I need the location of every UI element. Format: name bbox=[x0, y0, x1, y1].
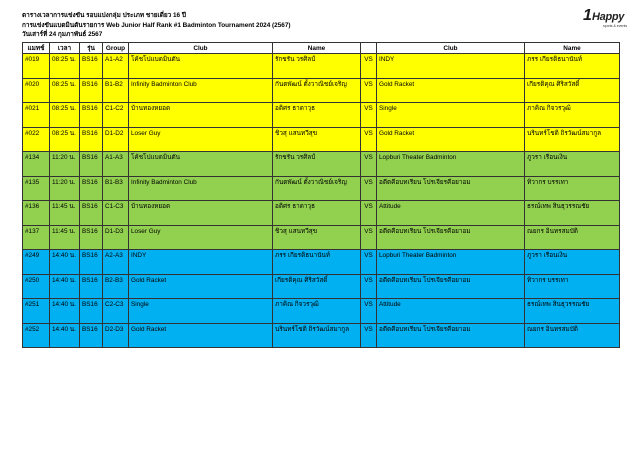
club-b-cell: Single bbox=[377, 103, 525, 128]
age-cell: BS16 bbox=[80, 323, 103, 348]
player-a-cell: อติศร ธาดาวุธ bbox=[273, 201, 361, 226]
player-a-cell: ภาคิณ กิจวรวุฒิ bbox=[273, 299, 361, 324]
club-b-cell: อตีตคือบทเรียน โปรเจียรคือยาอม bbox=[377, 323, 525, 348]
time-cell: 11:45 น. bbox=[50, 201, 80, 226]
age-cell: BS16 bbox=[80, 78, 103, 103]
player-a-cell: รักชรัน วรศิลป์ bbox=[273, 54, 361, 79]
col-club-b: Club bbox=[377, 43, 525, 54]
table-row bbox=[23, 54, 620, 79]
col-vs bbox=[361, 43, 377, 54]
vs-label: VS bbox=[361, 201, 377, 226]
club-b-cell: อตีตคือบทเรียน โปรเจียรคือยาอม bbox=[377, 274, 525, 299]
match-cell: #134 bbox=[23, 152, 50, 177]
player-b-cell: ทิวากร บรรเทา bbox=[525, 176, 620, 201]
player-b-cell: ภูวรา เรือนเงิน bbox=[525, 250, 620, 275]
table-row bbox=[23, 103, 620, 128]
group-cell: D1-D2 bbox=[103, 127, 129, 152]
match-cell: #135 bbox=[23, 176, 50, 201]
player-a-cell: เกียรติคุณ ศิริสวัสดิ์ bbox=[273, 274, 361, 299]
club-a-cell: โค้ชโปแบดมินตัน bbox=[129, 152, 273, 177]
age-cell: BS16 bbox=[80, 103, 103, 128]
time-cell: 14:40 น. bbox=[50, 299, 80, 324]
club-b-cell: อตีตคือบทเรียน โปรเจียรคือยาอม bbox=[377, 225, 525, 250]
group-cell: C2-C3 bbox=[103, 299, 129, 324]
group-cell: B1-B2 bbox=[103, 78, 129, 103]
player-b-cell: นรินทร์โชติ ถิรวัฒน์สมากูล bbox=[525, 127, 620, 152]
logo-word: Happy bbox=[592, 11, 625, 23]
club-a-cell: บ้านทองหยอด bbox=[129, 201, 273, 226]
player-a-cell: กันตพัฒน์ ตั้งวาณิชย์เจริญ bbox=[273, 78, 361, 103]
vs-label: VS bbox=[361, 250, 377, 275]
group-cell: D1-D3 bbox=[103, 225, 129, 250]
player-a-cell: ชิวสุ แสนทวีสุข bbox=[273, 225, 361, 250]
club-a-cell: Infinity Badminton Club bbox=[129, 176, 273, 201]
age-cell: BS16 bbox=[80, 54, 103, 79]
col-match: แมทช์ bbox=[23, 43, 50, 54]
player-a-cell: รักชรัน วรศิลป์ bbox=[273, 152, 361, 177]
vs-label: VS bbox=[361, 274, 377, 299]
club-a-cell: Infinity Badminton Club bbox=[129, 78, 273, 103]
age-cell: BS16 bbox=[80, 274, 103, 299]
match-cell: #022 bbox=[23, 127, 50, 152]
player-b-cell: เกียรติคุณ ศิริสวัสดิ์ bbox=[525, 78, 620, 103]
vs-label: VS bbox=[361, 176, 377, 201]
vs-label: VS bbox=[361, 225, 377, 250]
age-cell: BS16 bbox=[80, 127, 103, 152]
player-b-cell: ภรร เกียรติธนานันท์ bbox=[525, 54, 620, 79]
table-row bbox=[23, 201, 620, 226]
time-cell: 08:25 น. bbox=[50, 54, 80, 79]
club-b-cell: INDY bbox=[377, 54, 525, 79]
player-b-cell: ภาคิณ กิจวรวุฒิ bbox=[525, 103, 620, 128]
time-cell: 14:40 น. bbox=[50, 274, 80, 299]
table-row bbox=[23, 299, 620, 324]
match-cell: #020 bbox=[23, 78, 50, 103]
time-cell: 14:40 น. bbox=[50, 323, 80, 348]
vs-label: VS bbox=[361, 127, 377, 152]
col-name-b: Name bbox=[525, 43, 620, 54]
table-row bbox=[23, 78, 620, 103]
col-time: เวลา bbox=[50, 43, 80, 54]
club-a-cell: Loser Guy bbox=[129, 225, 273, 250]
match-cell: #019 bbox=[23, 54, 50, 79]
club-b-cell: Attitude bbox=[377, 299, 525, 324]
match-cell: #137 bbox=[23, 225, 50, 250]
player-b-cell: ภูวรา เรือนเงิน bbox=[525, 152, 620, 177]
event-date: วันเสาร์ที่ 24 กุมภาพันธ์ 2567 bbox=[22, 31, 103, 38]
vs-label: VS bbox=[361, 103, 377, 128]
time-cell: 14:40 น. bbox=[50, 250, 80, 275]
group-cell: D2-D3 bbox=[103, 323, 129, 348]
match-cell: #250 bbox=[23, 274, 50, 299]
group-cell: A1-A2 bbox=[103, 54, 129, 79]
match-cell: #251 bbox=[23, 299, 50, 324]
col-age: รุ่น bbox=[80, 43, 103, 54]
vs-label: VS bbox=[361, 299, 377, 324]
vs-label: VS bbox=[361, 323, 377, 348]
time-cell: 11:45 น. bbox=[50, 225, 80, 250]
player-a-cell: อติศร ธาดาวุธ bbox=[273, 103, 361, 128]
time-cell: 08:25 น. bbox=[50, 78, 80, 103]
col-group: Group bbox=[103, 43, 129, 54]
match-cell: #136 bbox=[23, 201, 50, 226]
group-cell: B1-B3 bbox=[103, 176, 129, 201]
happy-logo bbox=[583, 7, 633, 33]
table-row bbox=[23, 323, 620, 348]
table-row bbox=[23, 274, 620, 299]
col-club-a: Club bbox=[129, 43, 273, 54]
logo-mark: 1 bbox=[583, 7, 592, 24]
player-b-cell: ทิวากร บรรเทา bbox=[525, 274, 620, 299]
age-cell: BS16 bbox=[80, 152, 103, 177]
match-cell: #252 bbox=[23, 323, 50, 348]
schedule-title: ตารางเวลาการแข่งขัน รอบแบ่งกลุ่ม ประเภท ชายเดี่ยว 16 ปี bbox=[22, 12, 186, 19]
age-cell: BS16 bbox=[80, 201, 103, 226]
schedule-table bbox=[22, 42, 620, 348]
document-header bbox=[22, 11, 542, 40]
club-b-cell: Gold Racket bbox=[377, 78, 525, 103]
player-a-cell: นรินทร์โชติ ถิรวัฒน์สมากูล bbox=[273, 323, 361, 348]
time-cell: 11:20 น. bbox=[50, 176, 80, 201]
club-b-cell: Attitude bbox=[377, 201, 525, 226]
group-cell: C1-C2 bbox=[103, 103, 129, 128]
player-a-cell: ชิวสุ แสนทวีสุข bbox=[273, 127, 361, 152]
table-header-row bbox=[23, 43, 620, 54]
time-cell: 11:20 น. bbox=[50, 152, 80, 177]
vs-label: VS bbox=[361, 78, 377, 103]
club-a-cell: INDY bbox=[129, 250, 273, 275]
table-row bbox=[23, 225, 620, 250]
player-b-cell: ธรณ์เทพ สินธุวรรณชัย bbox=[525, 299, 620, 324]
group-cell: A2-A3 bbox=[103, 250, 129, 275]
club-b-cell: Lopburi Theater Badminton bbox=[377, 250, 525, 275]
table-row bbox=[23, 152, 620, 177]
group-cell: C1-C3 bbox=[103, 201, 129, 226]
club-a-cell: Loser Guy bbox=[129, 127, 273, 152]
club-a-cell: Single bbox=[129, 299, 273, 324]
table-row bbox=[23, 250, 620, 275]
schedule-body bbox=[23, 54, 620, 348]
vs-label: VS bbox=[361, 152, 377, 177]
vs-label: VS bbox=[361, 54, 377, 79]
age-cell: BS16 bbox=[80, 176, 103, 201]
player-a-cell: ภรร เกียรติธนานันท์ bbox=[273, 250, 361, 275]
club-a-cell: บ้านทองหยอด bbox=[129, 103, 273, 128]
col-name-a: Name bbox=[273, 43, 361, 54]
age-cell: BS16 bbox=[80, 250, 103, 275]
club-a-cell: Gold Racket bbox=[129, 323, 273, 348]
club-a-cell: โค้ชโปแบดมินตัน bbox=[129, 54, 273, 79]
tournament-name: การแข่งขันแบดมินตันรายการ Web Junior Half Rank #1 Badminton Tournament 2024 (2567) bbox=[22, 21, 291, 29]
club-b-cell: Lopburi Theater Badminton bbox=[377, 152, 525, 177]
time-cell: 08:25 น. bbox=[50, 127, 80, 152]
age-cell: BS16 bbox=[80, 225, 103, 250]
table-row bbox=[23, 127, 620, 152]
club-a-cell: Gold Racket bbox=[129, 274, 273, 299]
match-cell: #021 bbox=[23, 103, 50, 128]
player-b-cell: ณยกร อินทรสมบัติ bbox=[525, 323, 620, 348]
match-cell: #249 bbox=[23, 250, 50, 275]
club-b-cell: อตีตคือบทเรียน โปรเจียรคือยาอม bbox=[377, 176, 525, 201]
player-a-cell: กันตพัฒน์ ตั้งวาณิชย์เจริญ bbox=[273, 176, 361, 201]
club-b-cell: Gold Racket bbox=[377, 127, 525, 152]
group-cell: B2-B3 bbox=[103, 274, 129, 299]
player-b-cell: ธรณ์เทพ สินธุวรรณชัย bbox=[525, 201, 620, 226]
logo-tagline: sports & events bbox=[603, 24, 628, 28]
table-row bbox=[23, 176, 620, 201]
group-cell: A1-A3 bbox=[103, 152, 129, 177]
player-b-cell: ณยกร อินทรสมบัติ bbox=[525, 225, 620, 250]
age-cell: BS16 bbox=[80, 299, 103, 324]
time-cell: 08:25 น. bbox=[50, 103, 80, 128]
